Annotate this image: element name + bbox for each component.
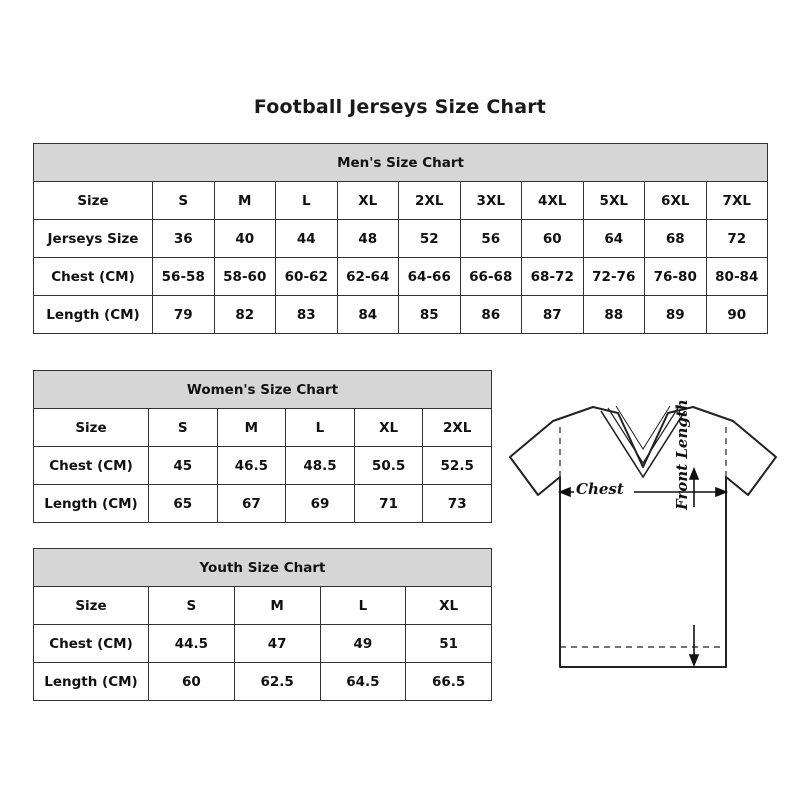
table-cell: 64-66 <box>399 258 461 296</box>
table-cell: 52 <box>399 220 461 258</box>
table-cell: 86 <box>460 296 522 334</box>
table-cell: 87 <box>522 296 584 334</box>
table-cell: 44.5 <box>149 625 235 663</box>
table-cell: 72-76 <box>583 258 645 296</box>
table-cell: 56 <box>460 220 522 258</box>
table-cell: 50.5 <box>354 447 423 485</box>
table-cell: 80-84 <box>706 258 768 296</box>
table-row <box>34 485 492 523</box>
table-cell: 64.5 <box>320 663 406 701</box>
row-label-length-cm: Length (CM) <box>34 296 153 334</box>
mens-size-chart-block <box>33 143 766 334</box>
diagram-label-chest: Chest <box>576 480 624 498</box>
page-title: Football Jerseys Size Chart <box>253 96 547 118</box>
column-header-6xl: 6XL <box>645 182 707 220</box>
table-cell: 76-80 <box>645 258 707 296</box>
table-cell: 46.5 <box>217 447 286 485</box>
table-row <box>34 409 492 447</box>
column-header-size: Size <box>34 587 149 625</box>
table-row <box>34 296 768 334</box>
youth-size-table <box>33 548 492 701</box>
table-cell: 52.5 <box>423 447 492 485</box>
column-header-xl: XL <box>354 409 423 447</box>
table-cell: 44 <box>276 220 338 258</box>
table-cell: 49 <box>320 625 406 663</box>
column-header-m: M <box>234 587 320 625</box>
table-cell: 64 <box>583 220 645 258</box>
t-shirt-measurement-diagram <box>498 395 788 695</box>
table-cell: 47 <box>234 625 320 663</box>
table-cell: 73 <box>423 485 492 523</box>
table-row <box>34 447 492 485</box>
t-shirt-outline-icon <box>498 395 788 695</box>
table-cell: 40 <box>214 220 276 258</box>
table-cell: 66.5 <box>406 663 492 701</box>
table-cell: 62.5 <box>234 663 320 701</box>
table-header-row <box>34 549 492 587</box>
table-cell: 85 <box>399 296 461 334</box>
table-cell: 88 <box>583 296 645 334</box>
column-header-size: Size <box>34 409 149 447</box>
table-cell: 71 <box>354 485 423 523</box>
column-header-3xl: 3XL <box>460 182 522 220</box>
youth-size-chart-block <box>33 548 491 701</box>
table-row <box>34 587 492 625</box>
table-cell: 84 <box>337 296 399 334</box>
table-cell: 65 <box>149 485 218 523</box>
table-row <box>34 182 768 220</box>
table-row <box>34 625 492 663</box>
table-cell: 83 <box>276 296 338 334</box>
column-header-m: M <box>217 409 286 447</box>
row-label-chest-cm: Chest (CM) <box>34 625 149 663</box>
table-header-row <box>34 371 492 409</box>
column-header-4xl: 4XL <box>522 182 584 220</box>
table-cell: 89 <box>645 296 707 334</box>
table-cell: 56-58 <box>153 258 215 296</box>
column-header-xl: XL <box>337 182 399 220</box>
table-row <box>34 663 492 701</box>
table-cell: 45 <box>149 447 218 485</box>
column-header-l: L <box>286 409 355 447</box>
column-header-xl: XL <box>406 587 492 625</box>
table-cell: 48 <box>337 220 399 258</box>
column-header-m: M <box>214 182 276 220</box>
mens-table-header: Men's Size Chart <box>34 144 768 182</box>
table-cell: 51 <box>406 625 492 663</box>
diagram-label-front-length: Front Length <box>673 399 691 510</box>
table-cell: 66-68 <box>460 258 522 296</box>
table-cell: 69 <box>286 485 355 523</box>
mens-size-table <box>33 143 768 334</box>
row-label-length-cm: Length (CM) <box>34 485 149 523</box>
table-cell: 62-64 <box>337 258 399 296</box>
table-cell: 36 <box>153 220 215 258</box>
column-header-l: L <box>320 587 406 625</box>
womens-size-chart-block <box>33 370 491 523</box>
column-header-s: S <box>153 182 215 220</box>
table-cell: 68 <box>645 220 707 258</box>
table-cell: 79 <box>153 296 215 334</box>
table-cell: 60-62 <box>276 258 338 296</box>
table-cell: 72 <box>706 220 768 258</box>
table-cell: 82 <box>214 296 276 334</box>
row-label-jerseys-size: Jerseys Size <box>34 220 153 258</box>
table-cell: 68-72 <box>522 258 584 296</box>
column-header-size: Size <box>34 182 153 220</box>
row-label-chest-cm: Chest (CM) <box>34 447 149 485</box>
youth-table-header: Youth Size Chart <box>34 549 492 587</box>
row-label-chest-cm: Chest (CM) <box>34 258 153 296</box>
table-cell: 67 <box>217 485 286 523</box>
table-header-row <box>34 144 768 182</box>
table-cell: 60 <box>522 220 584 258</box>
table-cell: 48.5 <box>286 447 355 485</box>
womens-table-header: Women's Size Chart <box>34 371 492 409</box>
column-header-5xl: 5XL <box>583 182 645 220</box>
column-header-2xl: 2XL <box>423 409 492 447</box>
column-header-l: L <box>276 182 338 220</box>
column-header-s: S <box>149 409 218 447</box>
column-header-s: S <box>149 587 235 625</box>
table-cell: 90 <box>706 296 768 334</box>
womens-size-table <box>33 370 492 523</box>
table-cell: 58-60 <box>214 258 276 296</box>
column-header-7xl: 7XL <box>706 182 768 220</box>
table-cell: 60 <box>149 663 235 701</box>
row-label-length-cm: Length (CM) <box>34 663 149 701</box>
column-header-2xl: 2XL <box>399 182 461 220</box>
table-row <box>34 258 768 296</box>
table-row <box>34 220 768 258</box>
